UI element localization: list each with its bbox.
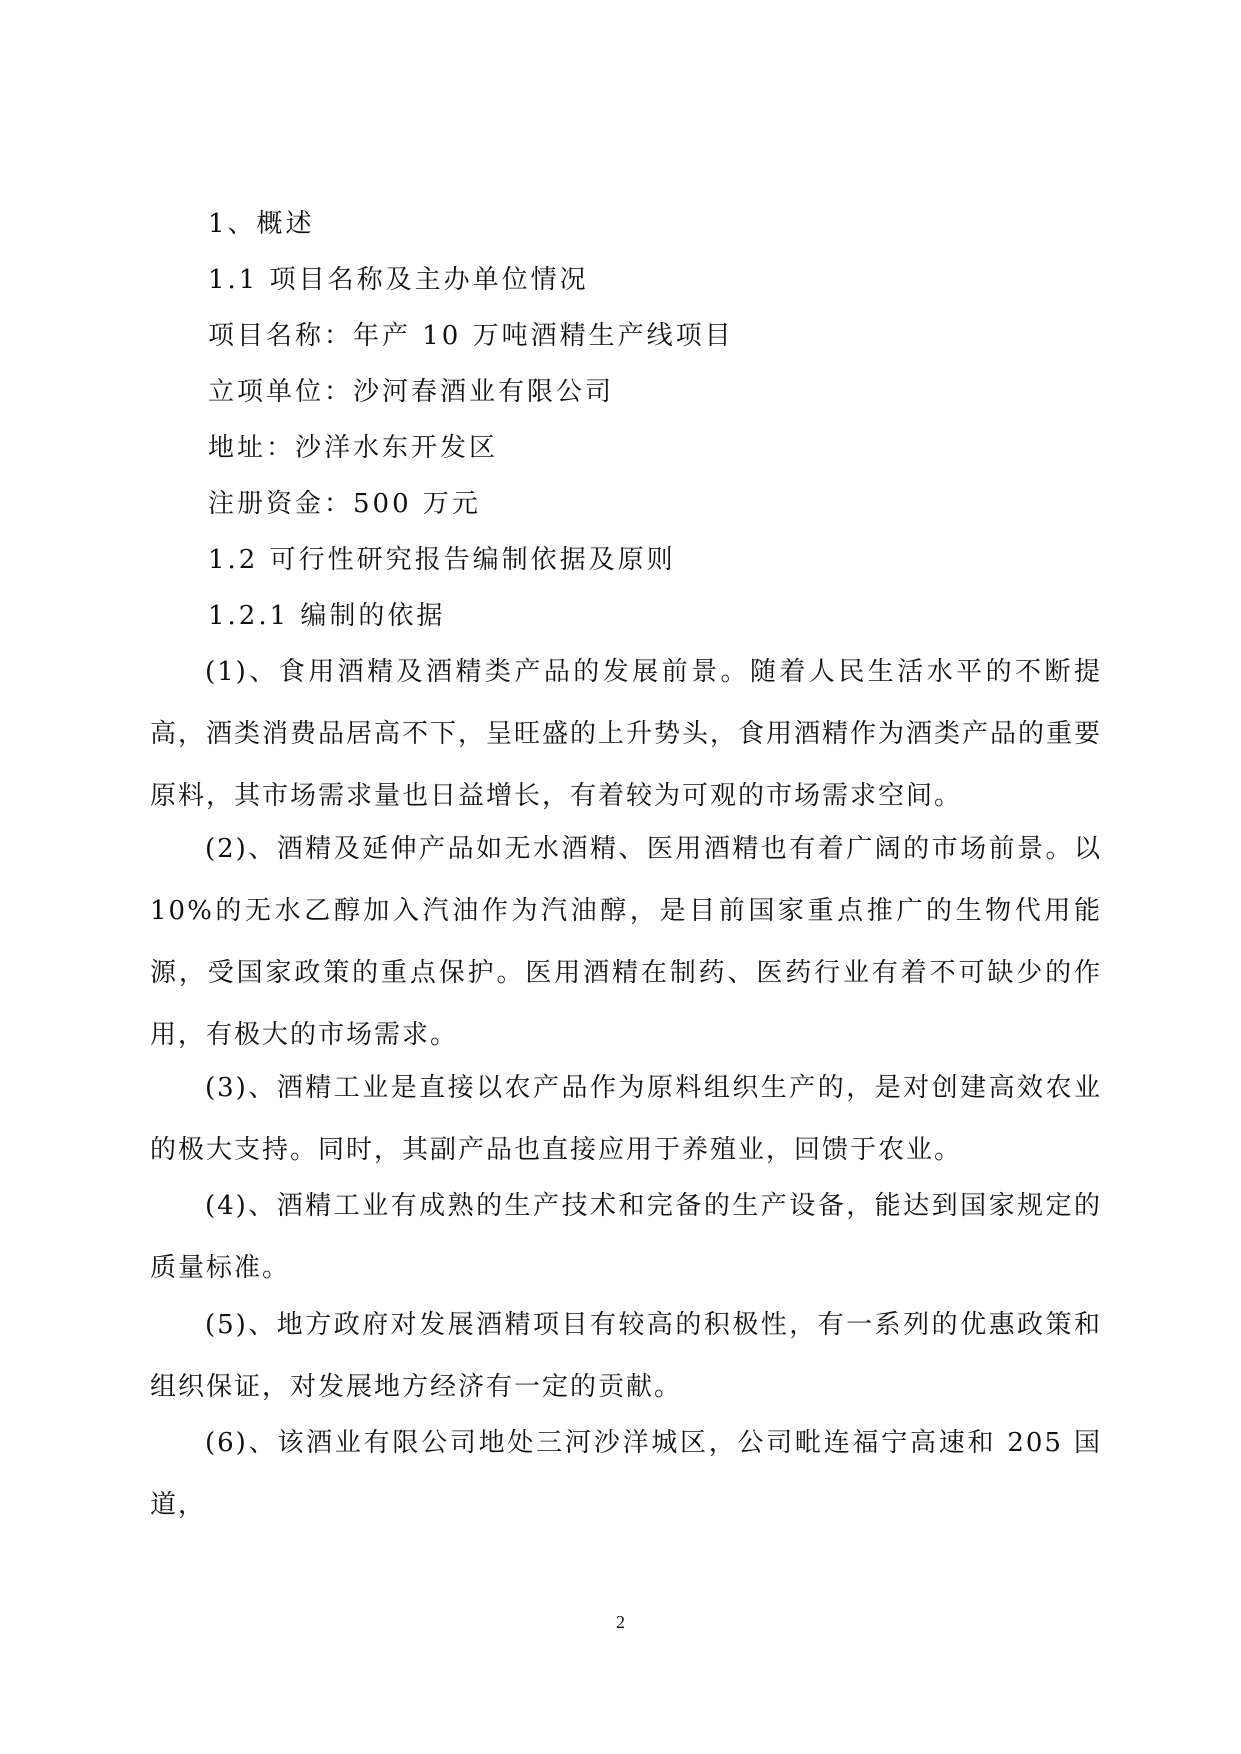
subheading-basis-principles: 1.2 可行性研究报告编制依据及原则 — [208, 545, 676, 575]
applicant-line: 立项单位：沙河春酒业有限公司 — [208, 377, 615, 407]
paragraph-5: (5)、地方政府对发展酒精项目有较高的积极性，有一系列的优惠政策和组织保证，对发展地方经济有一定的贡献。 — [150, 1310, 1102, 1402]
address-line: 地址：沙洋水东开发区 — [208, 433, 499, 463]
subheading-project-info: 1.1 项目名称及主办单位情况 — [208, 265, 589, 295]
subheading-basis: 1.2.1 编制的依据 — [208, 601, 446, 631]
paragraph-2: (2)、酒精及延伸产品如无水酒精、医用酒精也有着广阔的市场前景。以10%的无水乙醇加入汽油作为汽油醇，是目前国家重点推广的生物代用能源，受国家政策的重点保护。医用酒精在制药、医药行业有着不可缺少的作用，有极大的市场需求。 — [150, 834, 1102, 1050]
page-number: 2 — [616, 1612, 625, 1632]
paragraph-1: (1)、食用酒精及酒精类产品的发展前景。随着人民生活水平的不断提高，酒类消费品居高不下，呈旺盛的上升势头，食用酒精作为酒类产品的重要原料，其市场需求量也日益增长，有着较为可观的市场需求空间。 — [150, 657, 1103, 811]
paragraph-4: (4)、酒精工业有成熟的生产技术和完备的生产设备，能达到国家规定的质量标准。 — [150, 1191, 1102, 1283]
section-heading: 1、概述 — [208, 209, 315, 239]
capital-line: 注册资金：500 万元 — [208, 489, 481, 519]
paragraph-6: (6)、该酒业有限公司地处三河沙洋城区，公司毗连福宁高速和 205 国道， — [150, 1428, 1102, 1520]
paragraph-3: (3)、酒精工业是直接以农产品作为原料组织生产的，是对创建高效农业的极大支持。同时，其副产品也直接应用于养殖业，回馈于农业。 — [150, 1073, 1102, 1165]
project-name-line: 项目名称：年产 10 万吨酒精生产线项目 — [208, 321, 734, 351]
